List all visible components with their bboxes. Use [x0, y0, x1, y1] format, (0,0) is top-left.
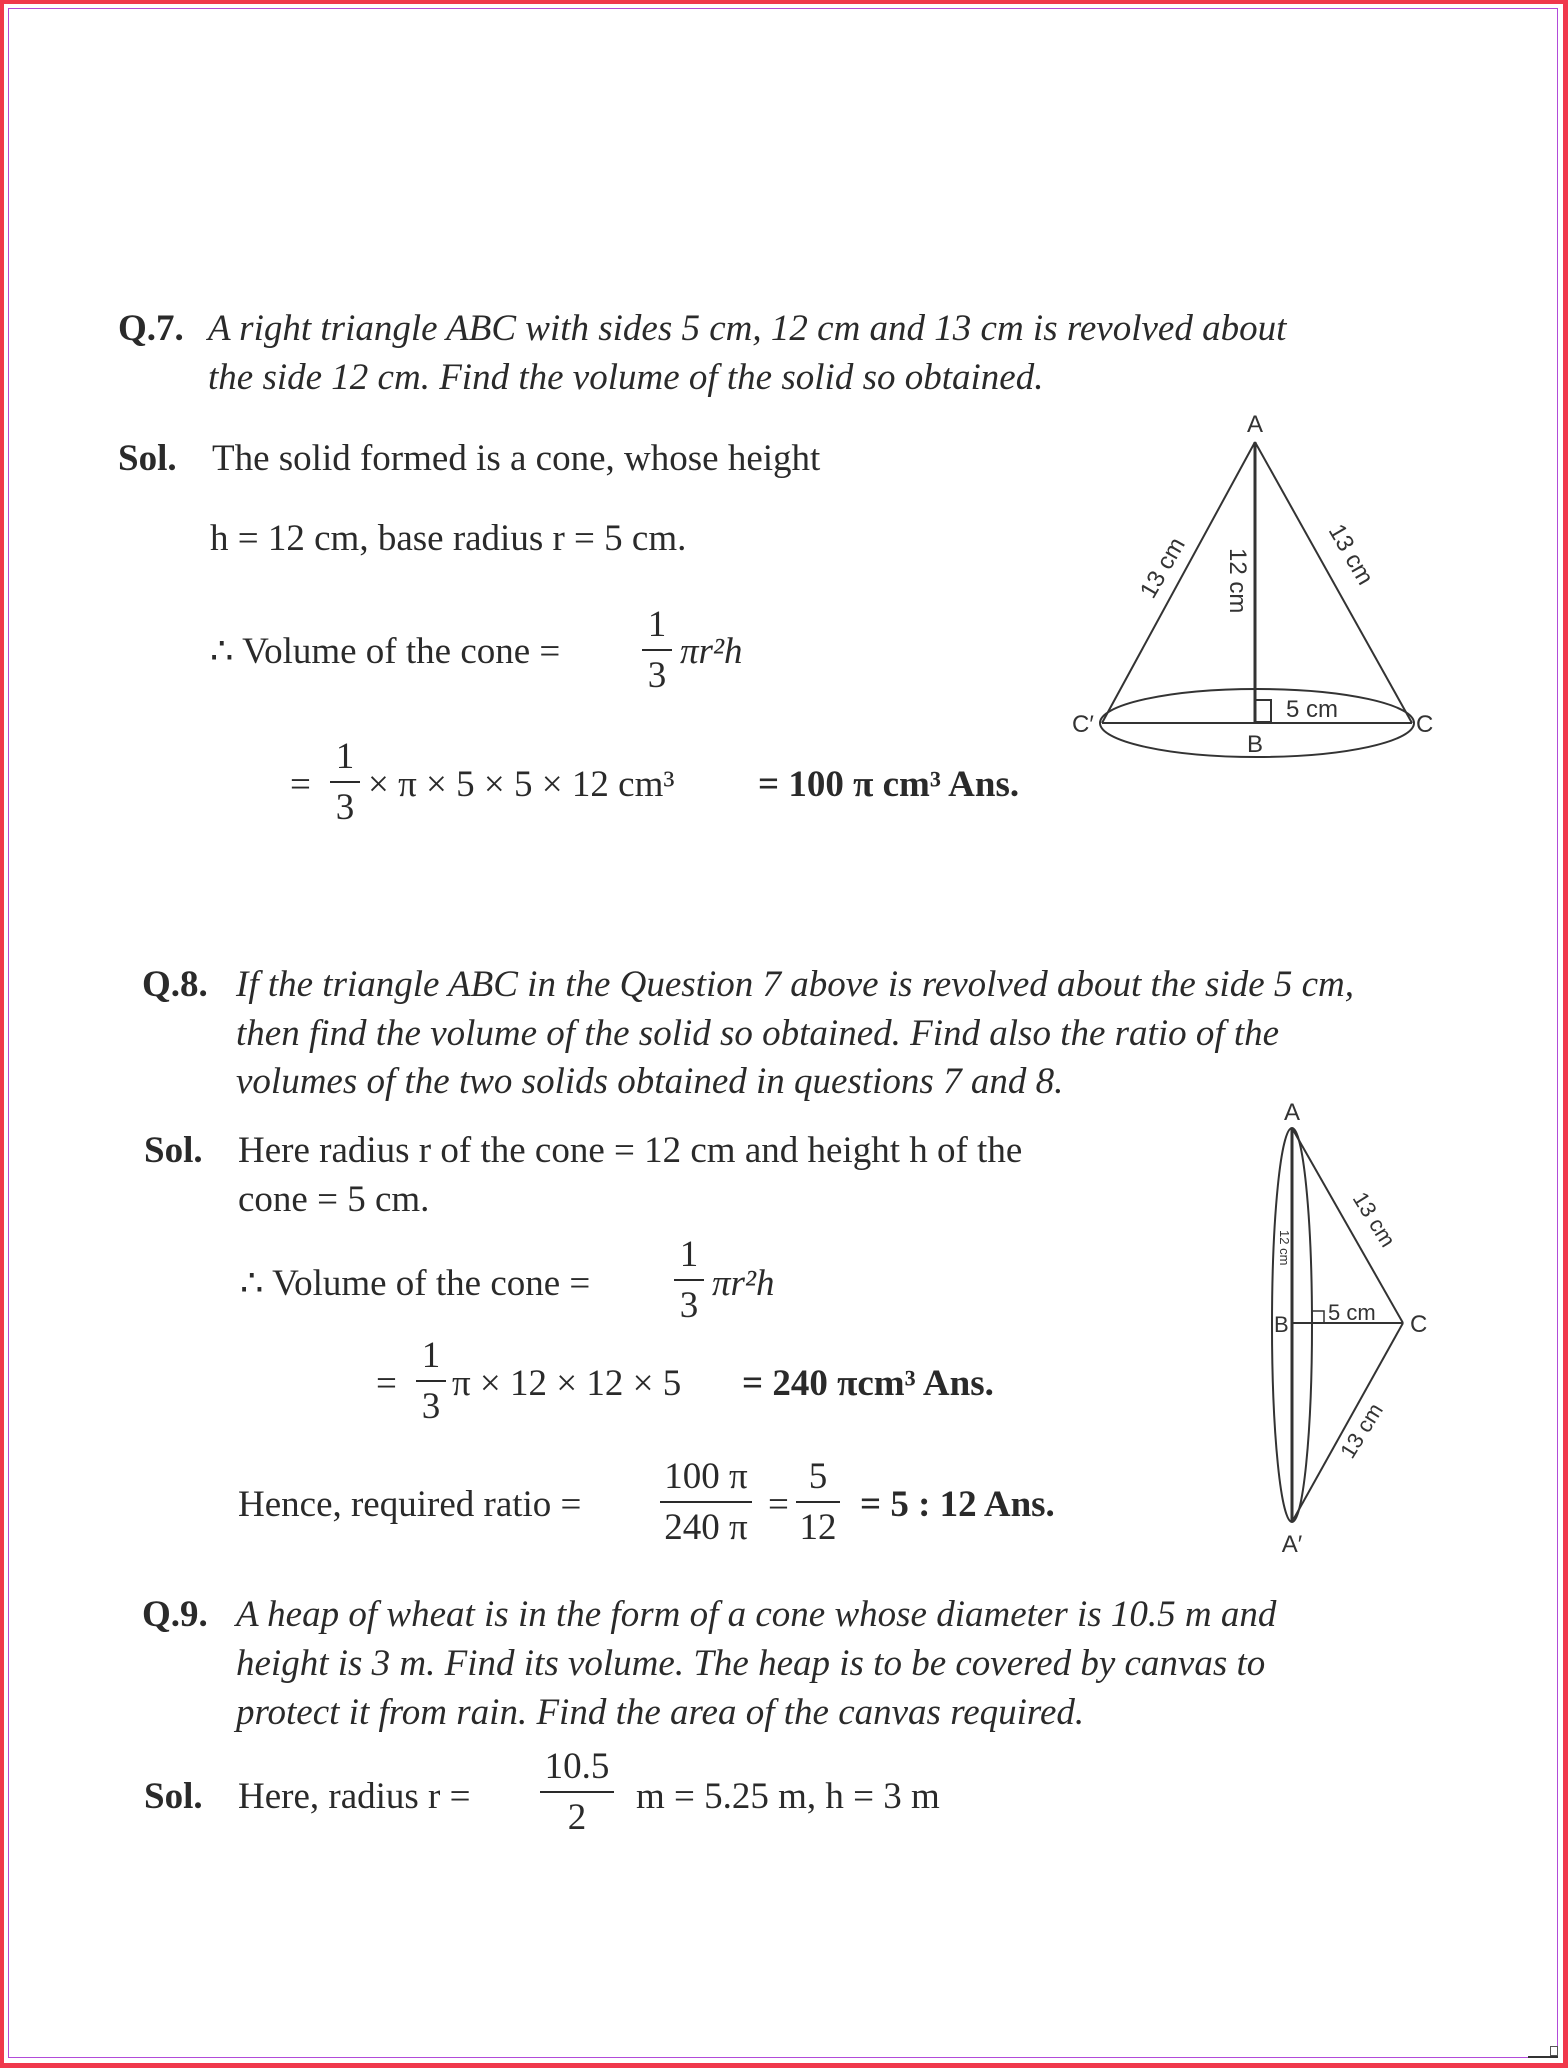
q7-question-line2: the side 12 cm. Find the volume of the solid so obtained. [208, 357, 1044, 398]
q9-label: Q.9. [142, 1594, 208, 1635]
q9-sol-label: Sol. [144, 1776, 203, 1817]
q7-sol-line2: h = 12 cm, base radius r = 5 cm. [210, 518, 687, 559]
label-C: C [1416, 711, 1434, 738]
q7-sol-label: Sol. [118, 438, 177, 479]
q8-question-line1: If the triangle ABC in the Question 7 above is revolved about the side 5 cm, [236, 964, 1355, 1005]
q7-fraction: 1 3 [642, 606, 672, 694]
q8-question-line2: then find the volume of the solid so obtained. Find also the ratio of the [236, 1013, 1280, 1054]
q9-sol-prefix: Here, radius r = [238, 1776, 471, 1817]
label-A: A [1246, 411, 1264, 438]
q8-ratio-fraction-1: 100 π 240 π [660, 1458, 752, 1546]
label-A-prime: A′ [1281, 1531, 1303, 1558]
label-B: B [1274, 1312, 1289, 1337]
q8-fraction: 1 3 [674, 1236, 704, 1324]
q8-formula: πr²h [712, 1263, 775, 1304]
q7-calc-expression: × π × 5 × 5 × 12 cm³ [368, 764, 675, 805]
q8-sol-line1: Here radius r of the cone = 12 cm and height h of the [238, 1130, 1023, 1171]
label-B: B [1246, 731, 1264, 758]
corner-resize-mark [1528, 2046, 1558, 2058]
q7-question-line1: A right triangle ABC with sides 5 cm, 12 cm and 13 cm is revolved about [208, 308, 1287, 349]
q8-calc-fraction: 1 3 [416, 1337, 446, 1425]
q8-ratio-eq: = [768, 1484, 789, 1525]
q8-question-line3: volumes of the two solids obtained in questions 7 and 8. [236, 1061, 1064, 1102]
q8-ratio-label: Hence, required ratio = [238, 1484, 582, 1525]
slant-bottom-label: 13 cm [1335, 1398, 1388, 1463]
q9-question-line2: height is 3 m. Find its volume. The heap is to be covered by canvas to [236, 1643, 1266, 1684]
q8-calc-eq: = [376, 1363, 397, 1404]
q8-cone-diagram [1240, 1090, 1460, 1560]
slant-left-label: 13 cm [1134, 532, 1191, 603]
q8-calc-expression: π × 12 × 12 × 5 [452, 1363, 682, 1404]
q8-sol-label: Sol. [144, 1130, 203, 1171]
label-C-prime: C′ [1072, 711, 1094, 738]
height-label: 12 cm [1224, 548, 1251, 614]
q7-label: Q.7. [118, 308, 184, 349]
q9-fraction: 10.5 2 [540, 1748, 614, 1836]
slant-top-label: 13 cm [1347, 1187, 1401, 1252]
q8-sol-line2: cone = 5 cm. [238, 1179, 430, 1220]
q7-cone-diagram [1070, 400, 1440, 780]
label-A: A [1283, 1099, 1301, 1126]
q7-formula: πr²h [680, 631, 743, 672]
q7-sol-line1: The solid formed is a cone, whose height [212, 438, 821, 479]
q8-ratio-fraction-2: 5 12 [796, 1458, 840, 1546]
q7-answer: = 100 π cm³ Ans. [758, 764, 1020, 805]
radius-label: 5 cm [1328, 1300, 1376, 1325]
q9-sol-suffix: m = 5.25 m, h = 3 m [636, 1776, 940, 1817]
q8-answer: = 240 πcm³ Ans. [742, 1363, 994, 1404]
q7-volume-label: ∴ Volume of the cone = [210, 631, 561, 672]
q8-label: Q.8. [142, 964, 208, 1005]
q7-calc-eq: = [290, 764, 311, 805]
q8-volume-label: ∴ Volume of the cone = [240, 1263, 591, 1304]
q7-calc-fraction: 1 3 [330, 738, 360, 826]
q9-question-line3: protect it from rain. Find the area of the canvas required. [236, 1692, 1085, 1733]
q8-ratio-answer: = 5 : 12 Ans. [860, 1484, 1055, 1525]
radius-label: 5 cm [1286, 696, 1339, 723]
label-C: C [1410, 1311, 1428, 1338]
q9-question-line1: A heap of wheat is in the form of a cone whose diameter is 10.5 m and [236, 1594, 1277, 1635]
slant-right-label: 13 cm [1322, 519, 1379, 590]
height-label: 12 cm [1277, 1230, 1292, 1266]
